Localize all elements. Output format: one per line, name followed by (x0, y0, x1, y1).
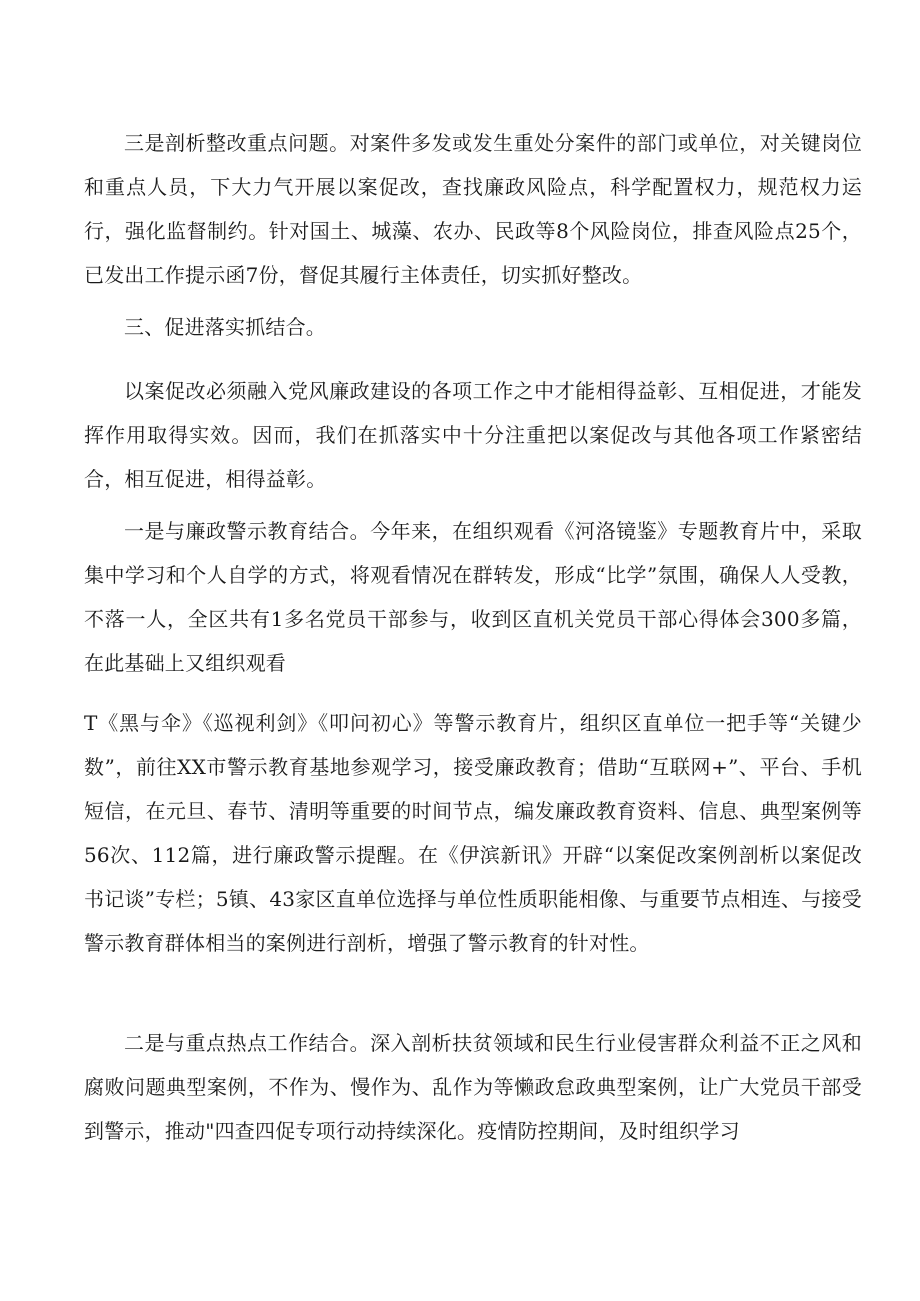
section-heading-three: 三、促进落实抓结合。 (124, 315, 326, 339)
paragraph-warning-education: 一是与廉政警示教育结合。今年来，在组织观看《河洛镜鉴》专题教育片中，采取集中学习和个人自学的方式，将观看情况在群转发，形成“比学”氛围，确保人人受教，不落一人，全区共有1多名党员干部参与，收到区直机关党员干部心得体会300多篇，在此基础上又组织观看 (84, 519, 862, 675)
paragraph-key-hotspot-work: 二是与重点热点工作结合。深入剖析扶贫领域和民生行业侵害群众利益不正之风和腐败问题典型案例，不作为、慢作为、乱作为等懒政怠政典型案例，让广大党员干部受到警示，推动"四查四促专项行动持续深化。疫情防控期间，及时组织学习 (84, 1031, 862, 1143)
paragraph-warning-films: T《黑与伞》《巡视利剑》《叩问初心》等警示教育片，组织区直单位一把手等“关键少数”，前往XX市警示教育基地参观学习，接受廉政教育；借助“互联网+”、平台、手机短信，在元旦、春节、清明等重要的时间节点，编发廉政教育资料、信息、典型案例等56次、112篇，进行廉政警示提醒。在《伊滨新讯》开辟“以案促改案例剖析以案促改书记谈”专栏；5镇、43家区直单位选择与单位性质职能相像、与重要节点相连、与接受警示教育群体相当的案例进行剖析，增强了警示教育的针对性。 (84, 711, 862, 955)
paragraph-key-issues: 三是剖析整改重点问题。对案件多发或发生重处分案件的部门或单位，对关键岗位和重点人员，下大力气开展以案促改，查找廉政风险点，科学配置权力，规范权力运行，强化监督制约。针对国土、城藻、农办、民政等8个风险岗位，排查风险点25个，已发出工作提示函7份，督促其履行主体责任，切实抓好整改。 (84, 131, 862, 287)
paragraph-integration-intro: 以案促改必须融入党风廉政建设的各项工作之中才能相得益彰、互相促进，才能发挥作用取得实效。因而，我们在抓落实中十分注重把以案促改与其他各项工作紧密结合，相互促进，相得益彰。 (84, 379, 862, 491)
